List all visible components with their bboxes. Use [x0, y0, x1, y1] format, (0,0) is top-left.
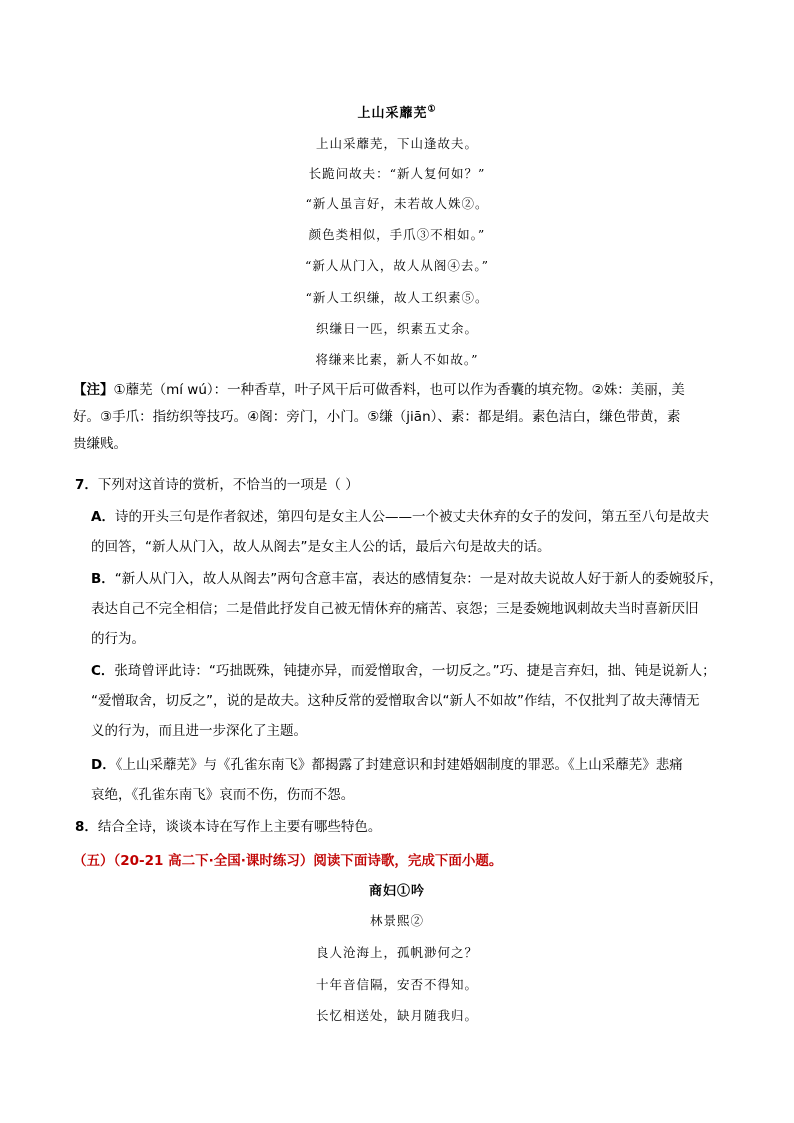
option-text: 哀绝，《孔雀东南飞》哀而不伤，伤而不怨。: [91, 787, 355, 803]
question-stem: 结合全诗，谈谈本诗在写作上主要有哪些特色。: [97, 819, 382, 835]
option-b: [91, 564, 731, 654]
poem-line: “新人虽言好，未若故人姝②。: [305, 196, 489, 211]
poem-line: 长跪问故夫：“新人复何如？”: [308, 166, 486, 181]
question-number: 8．: [75, 819, 98, 835]
option-a: [91, 502, 731, 562]
note-line: 贵缣贱。: [73, 436, 127, 452]
option-label: C．: [91, 663, 115, 679]
poem2-author: 林景熙②: [369, 913, 424, 928]
option-text: “爱憎取舍，切反之”，说的是故夫。这种反常的爱憎取舍以“新人不如故”作结，不仅批判了故夫薄情无: [91, 693, 700, 709]
option-label: D．: [91, 757, 116, 773]
poem-title: [0, 102, 794, 121]
poem-line: 颜色类相似，手爪③不相如。”: [308, 227, 486, 242]
note-line: ①蘼芜（mí wú）：一种香草，叶子风干后可做香料，也可以作为香囊的填充物。②姝：美丽，美: [113, 382, 685, 398]
question-stem: 下列对这首诗的赏析，不恰当的一项是（ ）: [97, 477, 359, 493]
option-text: 诗的开头三句是作者叙述，第四句是女主人公——一个被丈夫休弃的女子的发问，第五至八句是故夫: [114, 509, 709, 525]
option-text: 张琦曾评此诗：“巧拙既殊，钝捷亦异，而爱憎取舍，一切反之。”巧、捷是言弃妇，拙、钝是说新人；: [114, 663, 716, 679]
option-c: [91, 656, 731, 746]
option-text: 的回答，“新人从门入，故人从阁去”是女主人公的话，最后六句是故夫的话。: [91, 539, 551, 555]
option-text: 的行为。: [91, 631, 145, 647]
note-label: 【注】: [73, 382, 114, 398]
option-text: 表达自己不完全相信；二是借此抒发自己被无情休弃的痛苦、哀怨；三是委婉地讽刺故夫当时喜新厌旧: [91, 601, 699, 617]
option-text: “新人从门入，故人从阁去”两句含意丰富，表达的感情复杂：一是对故夫说故人好于新人的委婉驳斥，: [114, 571, 723, 587]
question-7: [75, 470, 735, 500]
poem-line: 长忆相送处，缺月随我归。: [315, 1008, 478, 1023]
poem-line: “新人从门入，故人从阁④去。”: [304, 258, 490, 273]
option-text: 《上山采蘼芜》与《孔雀东南飞》都揭露了封建意识和封建婚姻制度的罪恶。《上山采蘼芜》悲痛: [115, 757, 683, 773]
poem-line: 将缣来比素，新人不如故。”: [315, 352, 479, 367]
poem-line: 十年音信隔，安否不得知。: [315, 977, 478, 992]
note-line: 好。③手爪：指纺织等技巧。④阁：旁门，小门。⑤缣（jiān）、素：都是绢。素色洁白，缣色带黄，素: [73, 409, 681, 425]
footnotes: [73, 377, 733, 458]
option-text: 义的行为，而且进一步深化了主题。: [91, 723, 307, 739]
poem-line: 织缣日一匹，织素五丈余。: [315, 321, 478, 336]
question-8: [75, 812, 735, 842]
section-heading: （五）（20-21 高二下·全国·课时练习）阅读下面诗歌，完成下面小题。: [73, 853, 503, 869]
title-footnote-mark: ①: [427, 104, 437, 115]
poem-line: 良人沧海上，孤帆渺何之？: [315, 945, 478, 960]
poem-line: 上山采蘼芜，下山逢故夫。: [315, 136, 478, 151]
option-label: B．: [91, 571, 115, 587]
option-label: A．: [91, 509, 115, 525]
poem2-title: 商妇①吟: [368, 884, 425, 899]
poem-title-text: 上山采蘼芜: [357, 106, 428, 121]
poem-line: “新人工织缣，故人工织素⑤。: [305, 290, 489, 305]
option-d: [91, 750, 731, 810]
question-number: 7．: [75, 477, 98, 493]
